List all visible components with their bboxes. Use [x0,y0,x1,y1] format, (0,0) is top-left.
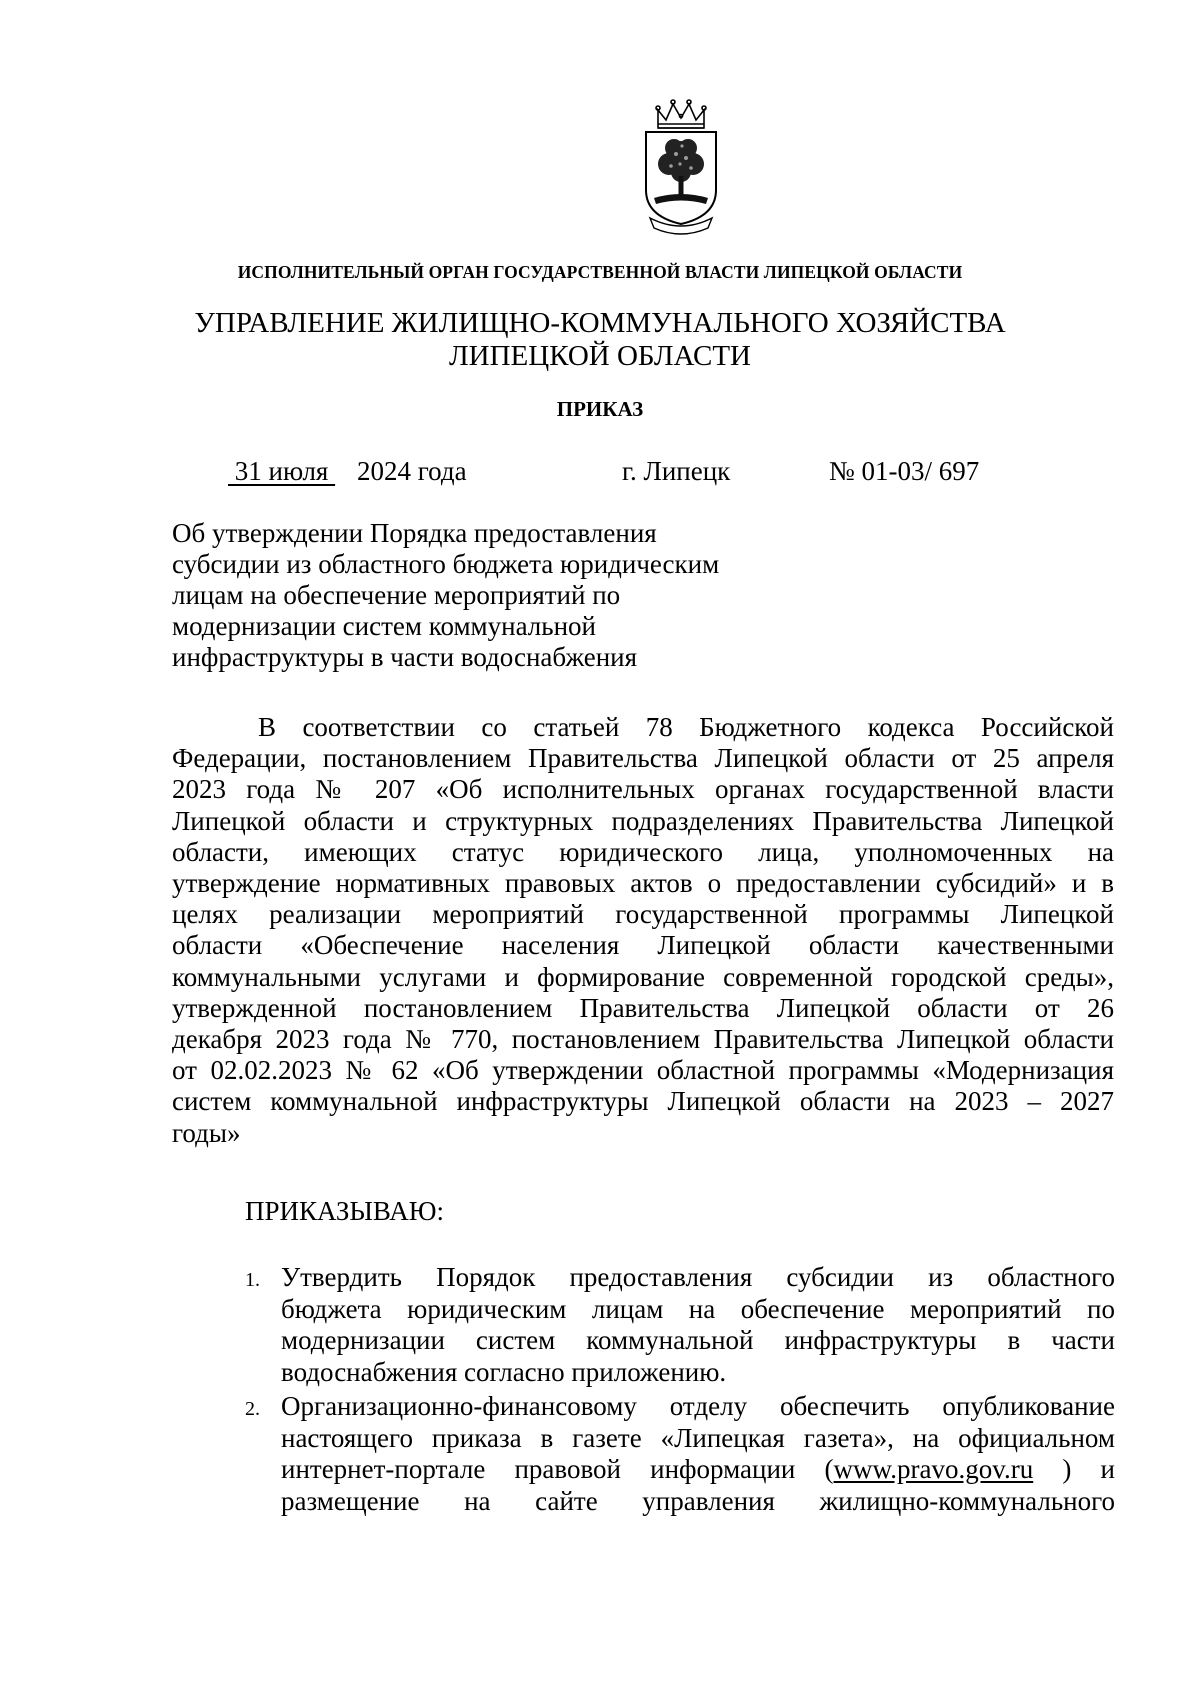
preamble-line: систем коммунальной инфраструктуры Липецкой области на 2023 – 2027 [172,1086,1114,1117]
department-name [0,307,1200,373]
item-line: Утвердить Порядок предоставления субсидии из областного [281,1262,1115,1292]
list-item [245,1391,1115,1517]
preamble-line: от 02.02.2023 № 62 «Об утверждении областной программы «Модернизация [172,1055,1114,1086]
pravo-gov-link[interactable]: www.pravo.gov.ru [833,1454,1034,1484]
subject-line: лицам на обеспечение мероприятий по [172,580,621,610]
item-line: настоящего приказа в газете «Липецкая газета», на официальном [281,1422,1115,1453]
issuing-authority: ИСПОЛНИТЕЛЬНЫЙ ОРГАН ГОСУДАРСТВЕННОЙ ВЛАСТИ ЛИПЕЦКОЙ ОБЛАСТИ [237,262,963,282]
order-directive: ПРИКАЗЫВАЮ: [245,1196,444,1226]
item-line: Организационно-финансовому отделу обеспечить опубликование [281,1391,1115,1421]
item-line-text: интернет-портале правовой информации ( [281,1454,834,1484]
subject-line: модернизации систем коммунальной [172,611,596,641]
preamble-line: области, имеющих статус юридического лица, уполномоченных на [172,836,1114,867]
preamble-line: Федерации, постановлением Правительства Липецкой области от 25 апреля [172,743,1114,774]
department-line: ЛИПЕЦКОЙ ОБЛАСТИ [448,340,751,372]
order-items-list [245,1262,1115,1520]
preamble-line: В соответствии со статьей 78 Бюджетного кодекса Российской [258,712,1114,742]
subject-line: Об утверждении Порядка предоставления [172,518,657,548]
order-subject [172,518,792,673]
preamble-line: декабря 2023 года № 770, постановлением Правительства Липецкой области [172,1024,1114,1055]
order-city: г. Липецк [622,456,731,486]
item-text [281,1262,1115,1388]
list-item [245,1262,1115,1388]
item-line-with-link [281,1454,1115,1486]
item-line: бюджета юридическим лицам на обеспечение мероприятий по [281,1293,1115,1324]
item-line: размещение на сайте управления жилищно-коммунального [281,1485,1115,1516]
preamble-line: утверждение нормативных правовых актов о предоставлении субсидий» и в [172,868,1114,899]
preamble-line: целях реализации мероприятий государственной программы Липецкой [172,899,1114,930]
preamble-line: коммунальными услугами и формирование современной городской среды», [172,961,1114,992]
subject-line: субсидии из областного бюджета юридическим [172,549,720,579]
preamble-line: утвержденной постановлением Правительства Липецкой области от 26 [172,992,1114,1023]
item-line-text: ) и [1033,1454,1115,1484]
preamble-line: области «Обеспечение населения Липецкой области качественными [172,930,1114,961]
preamble-line: Липецкой области и структурных подразделениях Правительства Липецкой [172,805,1114,836]
preamble-line: 2023 года № 207 «Об исполнительных органах государственной власти [172,774,1114,805]
item-line: водоснабжения согласно приложению. [281,1356,727,1387]
document-type: ПРИКАЗ [556,397,644,421]
subject-line: инфраструктуры в части водоснабжения [172,642,638,672]
department-line: УПРАВЛЕНИЕ ЖИЛИЩНО-КОММУНАЛЬНОГО ХОЗЯЙСТВА [194,307,1006,339]
item-text [281,1391,1115,1517]
order-number: № 01-03/ 697 [829,456,980,486]
item-line: модернизации систем коммунальной инфраструктуры в части [281,1325,1115,1355]
coat-of-arms-icon [636,98,726,238]
preamble-paragraph [172,712,1114,1149]
order-date-day: 31 июля [228,456,336,486]
preamble-line: годы» [172,1117,241,1148]
item-number: 2. [245,1398,260,1420]
item-number: 1. [245,1269,260,1291]
order-date-year: 2024 года [357,456,467,486]
